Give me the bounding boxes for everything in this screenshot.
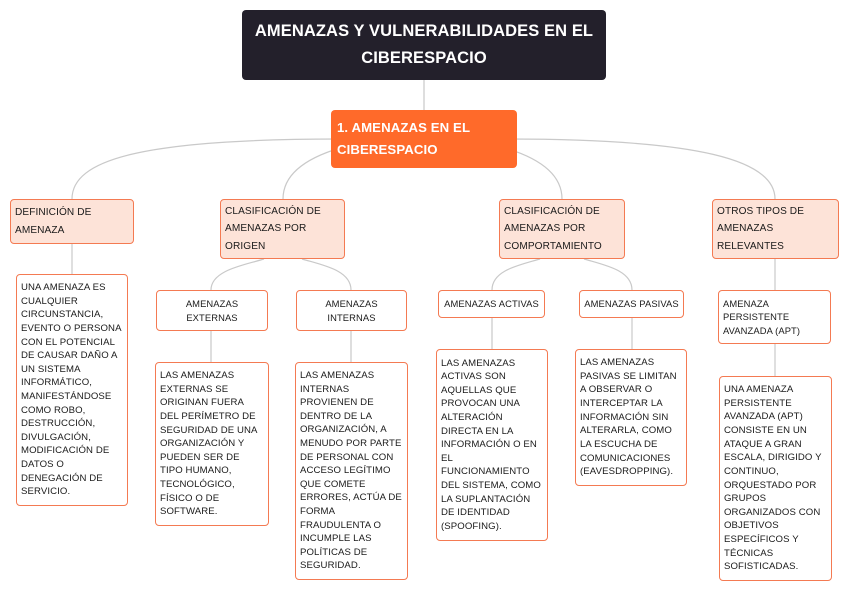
category-label: OTROS TIPOS DE AMENAZAS RELEVANTES <box>717 205 805 252</box>
diagram-title-text: AMENAZAS Y VULNERABILIDADES EN EL CIBERESPACIO <box>254 22 594 67</box>
category-comportamiento <box>499 199 625 259</box>
main-topic-node <box>331 110 517 168</box>
description-text: LAS AMENAZAS EXTERNAS SE ORIGINAN FUERA DEL PERÍMETRO DE SEGURIDAD DE UNA ORGANIZACIÓN Y PUEDEN SER DE TIPO HUMANO, TECNOLÓGICO, FÍSICO O DE SOFTWARE. <box>160 370 258 518</box>
subcategory-externas <box>156 290 268 331</box>
description-pasivas <box>575 349 687 486</box>
description-externas <box>155 362 269 526</box>
subcategory-label: AMENAZAS ACTIVAS <box>444 298 539 310</box>
subcategory-label: AMENAZAS PASIVAS <box>584 298 679 310</box>
description-internas <box>295 362 408 580</box>
subcategory-pasivas <box>579 290 684 318</box>
subcategory-label: AMENAZA PERSISTENTE AVANZADA (APT) <box>723 297 801 336</box>
description-text: LAS AMENAZAS INTERNAS PROVIENEN DE DENTRO DE LA ORGANIZACIÓN, A MENUDO POR PARTE DE PERSONAL CON ACCESO LEGÍTIMO QUE COMETE ERRORES, ACTÚA DE FORMA FRAUDULENTA O INCUMPLE LAS POLÍTICAS DE SEGURIDAD. <box>300 369 402 572</box>
category-label: CLASIFICACIÓN DE AMENAZAS POR ORIGEN <box>225 205 321 252</box>
category-label: DEFINICIÓN DE AMENAZA <box>15 206 92 236</box>
subcategory-label: AMENAZAS EXTERNAS <box>185 298 239 323</box>
description-text: UNA AMENAZA PERSISTENTE AVANZADA (APT) CONSISTE EN UN ATAQUE A GRAN ESCALA, DIRIGIDO Y CONTINUO, ORQUESTADO POR GRUPOS ORGANIZADOS CON OBJETIVOS ESPECÍFICOS Y TÉCNICAS SOFISTICADAS. <box>724 384 822 573</box>
subcategory-label: AMENAZAS INTERNAS <box>325 298 378 323</box>
category-definicion <box>10 199 134 244</box>
main-topic-text: 1. AMENAZAS EN EL CIBERESPACIO <box>337 119 470 157</box>
description-activas <box>436 349 548 541</box>
description-apt <box>719 376 832 581</box>
description-text: UNA AMENAZA ES CUALQUIER CIRCUNSTANCIA, EVENTO O PERSONA CON EL POTENCIAL DE CAUSAR DAÑO A UN SISTEMA INFORMÁTICO, MANIFESTÁNDOSE COMO ROBO, DESTRUCCIÓN, DIVULGACIÓN, MODIFICACIÓN DE DATOS O DENEGACIÓN DE SERVICIO. <box>21 282 122 498</box>
category-origen <box>220 199 345 259</box>
category-otros <box>712 199 839 259</box>
description-text: LAS AMENAZAS ACTIVAS SON AQUELLAS QUE PROVOCAN UNA ALTERACIÓN DIRECTA EN LA INFORMACIÓN O EN EL FUNCIONAMIENTO DEL SISTEMA, COMO LA SUPLANTACIÓN DE IDENTIDAD (SPOOFING). <box>441 357 541 532</box>
subcategory-internas <box>296 290 407 331</box>
diagram-title <box>242 10 606 80</box>
category-label: CLASIFICACIÓN DE AMENAZAS POR COMPORTAMIENTO <box>504 205 602 252</box>
subcategory-apt <box>718 290 831 344</box>
description-definicion <box>16 274 128 506</box>
subcategory-activas <box>438 290 545 318</box>
description-text: LAS AMENAZAS PASIVAS SE LIMITAN A OBSERVAR O INTERCEPTAR LA INFORMACIÓN SIN ALTERARLA, COMO LA ESCUCHA DE COMUNICACIONES (EAVESDROPPING). <box>580 357 677 478</box>
